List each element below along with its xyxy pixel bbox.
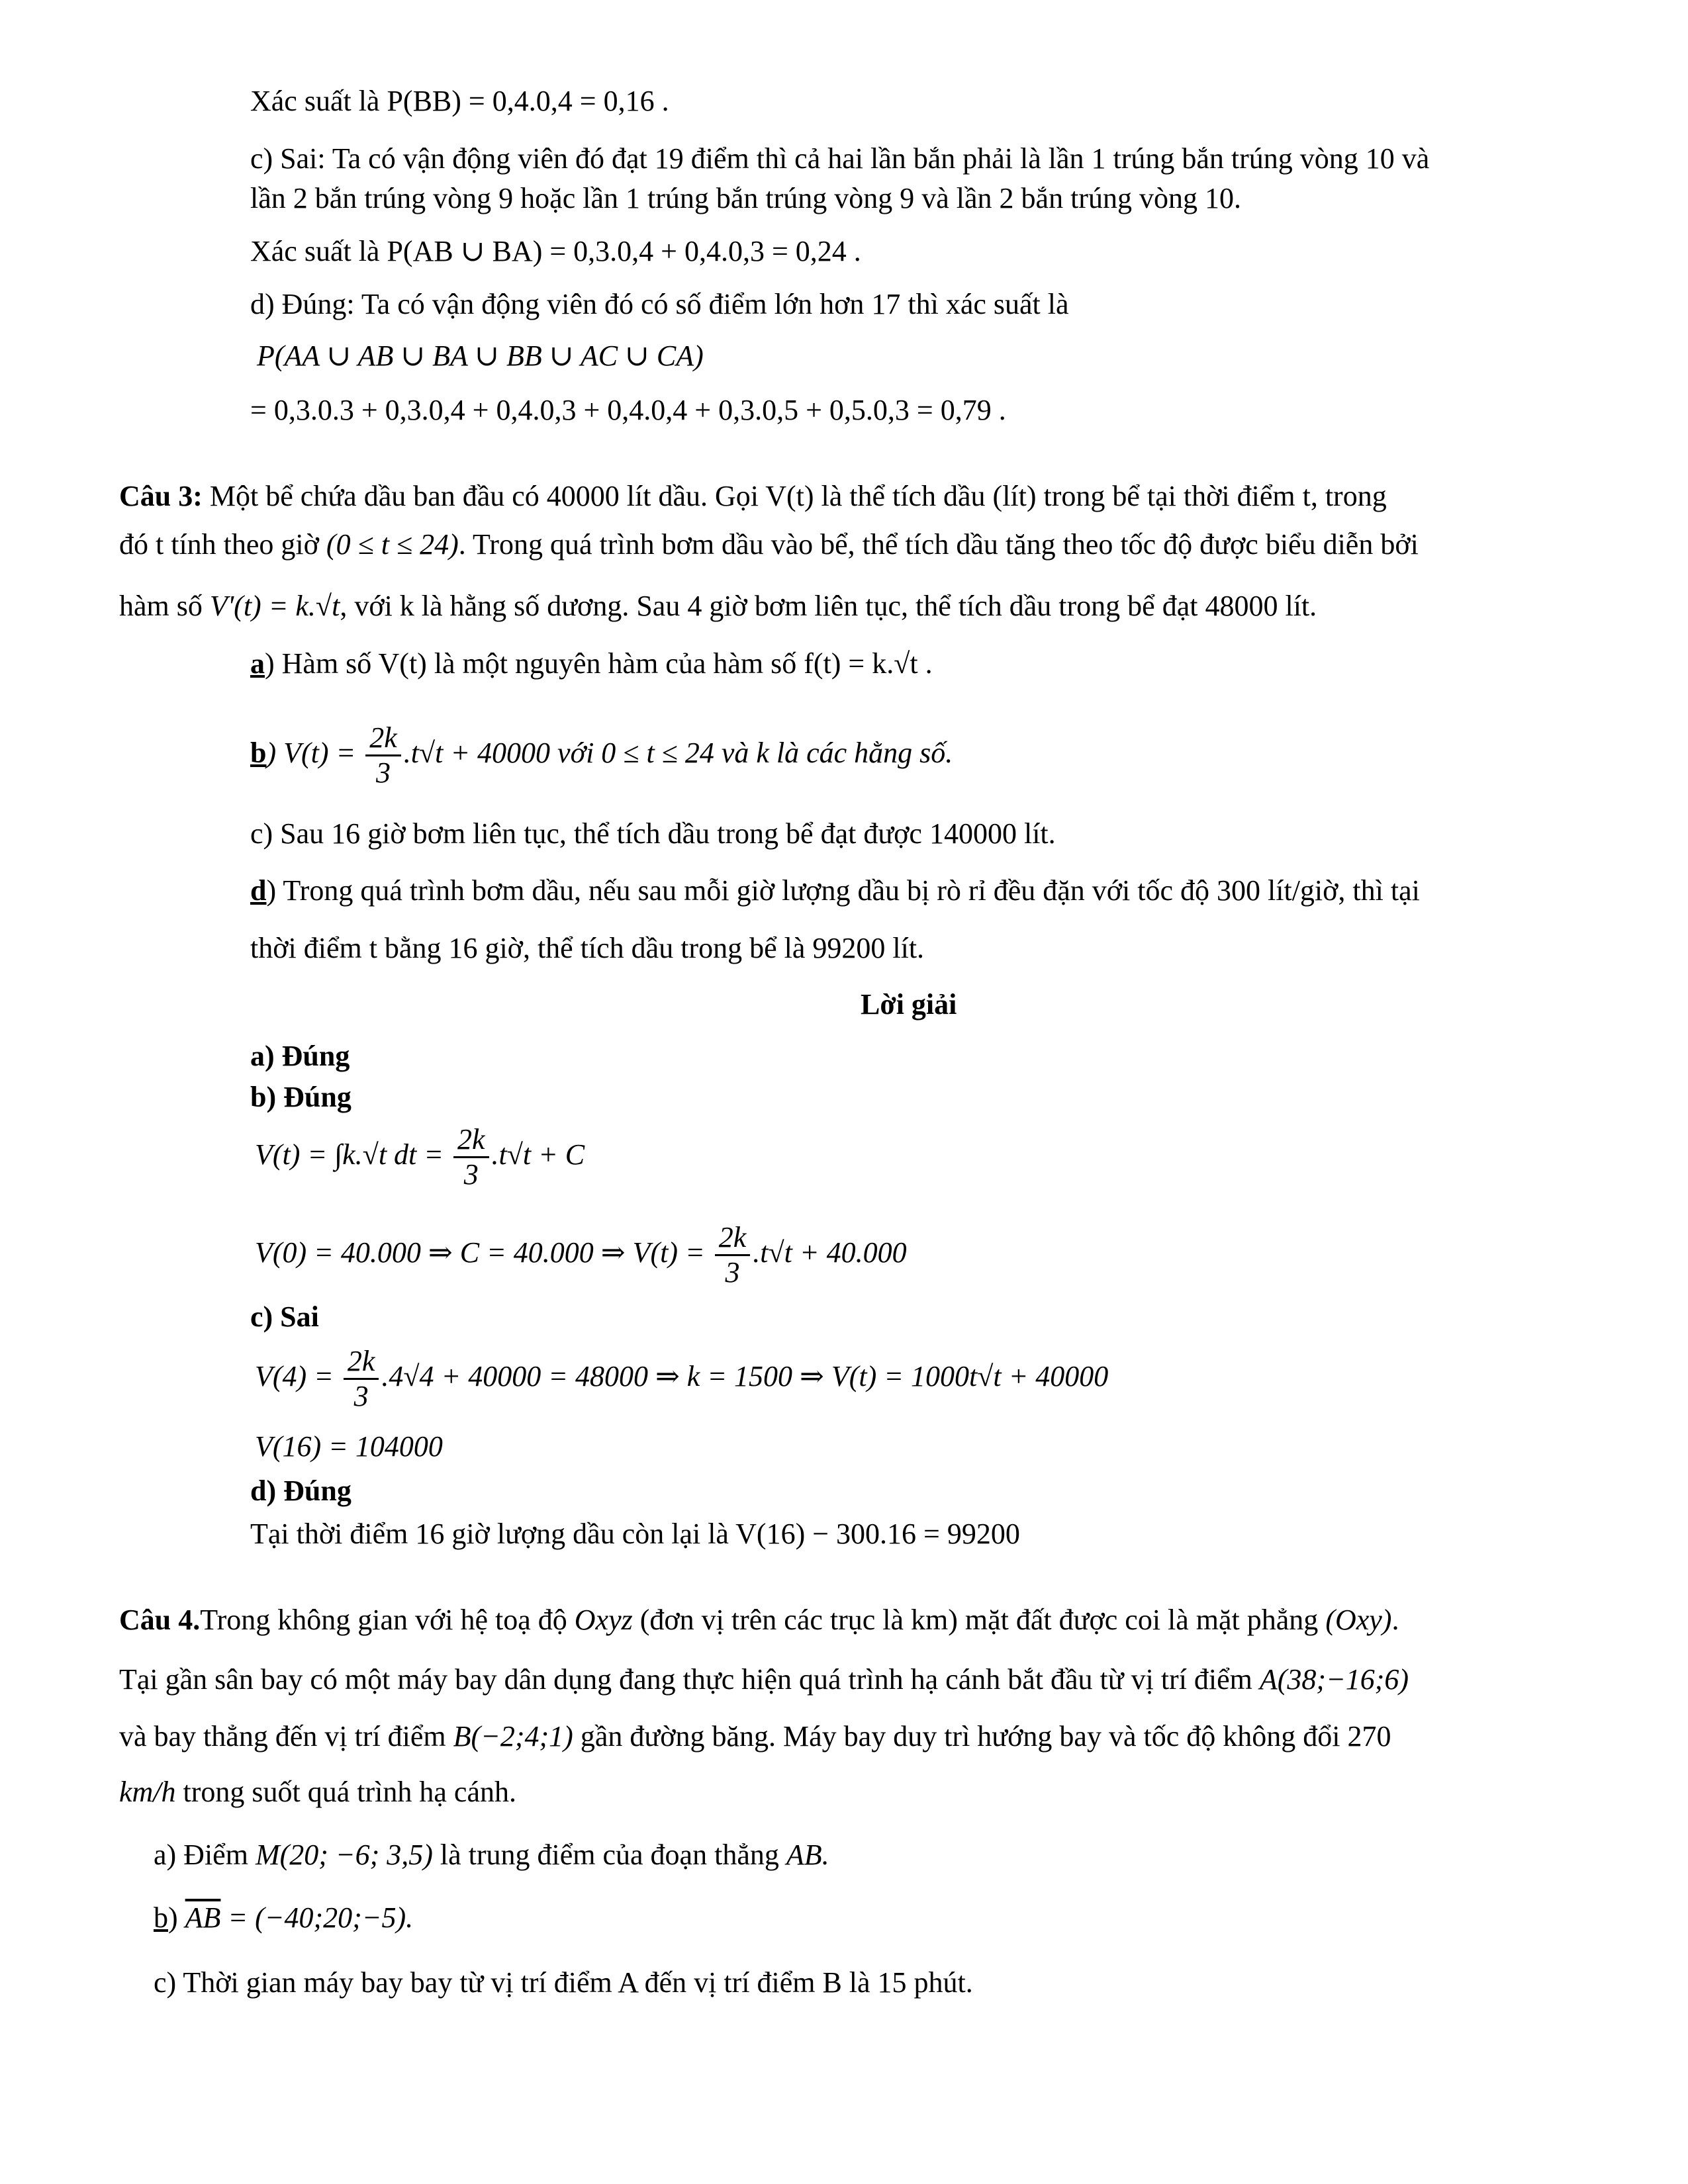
q3-statement-d2: thời điểm t bằng 16 giờ, thể tích dầu trong bể là 99200 lít. xyxy=(250,932,925,964)
q4-vector-ab: $\overline{AB}$ xyxy=(185,1901,221,1934)
q3-statement-c: c) Sau 16 giờ bơm liên tục, thể tích dầu trong bể đạt được 140000 lít. xyxy=(250,817,1056,850)
q3-sol-b: b) Đúng xyxy=(250,1081,352,1113)
q3-d-label: d xyxy=(250,874,267,907)
q4-point-m: M(20; −6; 3,5) xyxy=(255,1839,433,1871)
prev-c-line1: c) Sai: Ta có vận động viên đó đạt 19 điểm thì cả hai lần bắn phải là lần 1 trúng bắn trúng vòng 10 và xyxy=(250,142,1430,175)
q4-plane: (Oxy) xyxy=(1325,1604,1392,1636)
q3-intro3-a: hàm số xyxy=(119,590,203,622)
q3-b-label: b xyxy=(250,737,267,769)
q3-derivative: V'(t) = k.√t xyxy=(209,590,340,622)
q3-sol-c1-den: 3 xyxy=(353,1380,369,1413)
q4-point-b: B(−2;4;1) xyxy=(453,1720,573,1752)
q4-intro-line2 xyxy=(119,1661,1409,1698)
q3-d-text1: ) Trong quá trình bơm dầu, nếu sau mỗi giờ lượng dầu bị rò rỉ đều đặn với tốc độ 300 lít/giờ, thì tại xyxy=(266,874,1420,907)
prev-d-line1: d) Đúng: Ta có vận động viên đó có số điểm lớn hơn 17 thì xác suất là xyxy=(250,288,1069,320)
q4-a-text-c: là trung điểm của đoạn thẳng xyxy=(440,1839,779,1871)
q3-sol-b1-num: 2k xyxy=(453,1123,489,1158)
q4-a-text-a: a) Điểm xyxy=(154,1839,248,1871)
q3-sol-c1-pre: V(4) = xyxy=(255,1360,334,1392)
q3-statement-b xyxy=(250,720,953,790)
prev-c-line2: lần 2 bắn trúng vòng 9 hoặc lần 1 trúng bắn trúng vòng 9 và lần 2 bắn trúng vòng 10. xyxy=(250,182,1241,214)
q3-statement-d1 xyxy=(250,872,1420,909)
q3-sol-b2-pre: V(0) = 40.000 ⇒ C = 40.000 ⇒ V(t) = xyxy=(255,1236,705,1269)
q4-point-a: A(38;−16;6) xyxy=(1259,1663,1409,1696)
q4-label: Câu 4. xyxy=(119,1604,201,1636)
prev-d-line3: = 0,3.0.3 + 0,3.0,4 + 0,4.0,3 + 0,4.0,4 + 0,3.0,5 + 0,5.0,3 = 0,79 . xyxy=(250,394,1006,426)
q3-time-range: (0 ≤ t ≤ 24) xyxy=(326,528,459,561)
q3-b-num: 2k xyxy=(365,721,401,756)
prev-prob-bb: Xác suất là P(BB) = 0,4.0,4 = 0,16 . xyxy=(250,85,669,117)
q3-sol-c: c) Sai xyxy=(250,1300,319,1333)
q3-sol-b2-num: 2k xyxy=(715,1221,751,1256)
q4-segment-ab: AB. xyxy=(786,1839,829,1871)
q3-sol-b2-post: .t√t + 40.000 xyxy=(753,1236,907,1269)
q3-sol-b-line1 xyxy=(255,1122,585,1191)
prev-d-line2: P(AA ∪ AB ∪ BA ∪ BB ∪ AC ∪ CA) xyxy=(257,340,704,372)
q3-sol-b1-pre: V(t) = ∫k.√t dt = xyxy=(255,1138,444,1171)
q4-speed-unit: km/h xyxy=(119,1776,176,1808)
q3-sol-b-line2 xyxy=(255,1220,907,1289)
q3-a-text: ) Hàm số V(t) là một nguyên hàm của hàm số f(t) = k.√t . xyxy=(265,647,933,680)
q3-intro2-a: đó t tính theo giờ xyxy=(119,528,319,561)
q3-sol-d-line1: Tại thời điểm 16 giờ lượng dầu còn lại là V(16) − 300.16 = 99200 xyxy=(250,1518,1020,1550)
q3-sol-a: a) Đúng xyxy=(250,1040,350,1072)
q3-intro-line1 xyxy=(119,478,1387,515)
q4-b-text: = (−40;20;−5). xyxy=(228,1901,414,1934)
q3-solution-title: Lời giải xyxy=(861,988,957,1021)
q3-statement-a xyxy=(250,645,933,682)
q3-sol-c1-num: 2k xyxy=(344,1345,379,1380)
q3-sol-b2-den: 3 xyxy=(725,1256,740,1289)
q4-system: Oxyz xyxy=(574,1604,633,1636)
q3-intro-line3 xyxy=(119,588,1317,625)
q4-intro3-c: gần đường băng. Máy bay duy trì hướng bay và tốc độ không đổi 270 xyxy=(580,1720,1391,1752)
q3-b-post: .t√t + 40000 với 0 ≤ t ≤ 24 và k là các hằng số. xyxy=(403,737,953,769)
q3-b-den: 3 xyxy=(376,756,391,790)
q3-intro2-c: . Trong quá trình bơm dầu vào bể, thể tích dầu tăng theo tốc độ được biểu diễn bởi xyxy=(458,528,1419,561)
q3-b-pre: ) V(t) = xyxy=(266,737,356,769)
q3-sol-c-line2: V(16) = 104000 xyxy=(255,1430,443,1463)
prev-c-line3: Xác suất là P(AB ∪ BA) = 0,3.0,4 + 0,4.0,3 = 0,24 . xyxy=(250,235,861,267)
q4-intro1-c: (đơn vị trên các trục là km) mặt đất được coi là mặt phẳng xyxy=(639,1604,1319,1636)
q3-sol-c-line1 xyxy=(255,1343,1108,1413)
q4-intro-line1: Câu 4.Trong không gian với hệ toạ độ Oxyz (đơn vị trên các trục là km) mặt đất được coi là mặt phẳng (Oxy). xyxy=(119,1604,1399,1636)
q4-statement-a xyxy=(154,1837,829,1874)
q3-sol-d: d) Đúng xyxy=(250,1475,352,1507)
q3-sol-b1-post: .t√t + C xyxy=(491,1138,585,1171)
q4-b-label: b xyxy=(154,1901,168,1934)
q3-sol-b1-fraction xyxy=(453,1123,489,1191)
q3-b-fraction xyxy=(365,721,401,790)
q3-sol-c1-post: .4√4 + 40000 = 48000 ⇒ k = 1500 ⇒ V(t) = 1000t√t + 40000 xyxy=(381,1360,1109,1392)
q4-intro-line3 xyxy=(119,1718,1391,1755)
q3-sol-b1-den: 3 xyxy=(463,1158,479,1191)
q3-sol-c1-fraction xyxy=(344,1345,379,1413)
q4-intro1-a: Trong không gian với hệ toạ độ xyxy=(200,1604,567,1636)
q4-statement-c: c) Thời gian máy bay bay từ vị trí điểm A đến vị trí điểm B là 15 phút. xyxy=(154,1966,973,1999)
q4-intro4-b: trong suốt quá trình hạ cánh. xyxy=(175,1776,516,1808)
q4-intro3-a: và bay thẳng đến vị trí điểm xyxy=(119,1720,446,1752)
q3-intro1: Một bể chứa dầu ban đầu có 40000 lít dầu. Gọi V(t) là thể tích dầu (lít) trong bể tại thời điểm t, trong xyxy=(209,480,1387,512)
q3-a-label: a xyxy=(250,647,265,680)
q4-statement-b: b) $\overline{AB}$ = (−40;20;−5). xyxy=(154,1901,414,1934)
q3-sol-b2-fraction xyxy=(715,1221,751,1289)
q3-intro-line2 xyxy=(119,526,1419,563)
q4-intro2-a: Tại gần sân bay có một máy bay dân dụng đang thực hiện quá trình hạ cánh bắt đầu từ vị trí điểm xyxy=(119,1663,1252,1696)
q3-intro3-c: , với k là hằng số dương. Sau 4 giờ bơm liên tục, thể tích dầu trong bể đạt 48000 lít. xyxy=(340,590,1317,622)
q3-label: Câu 3: xyxy=(119,480,203,512)
q4-intro-line4 xyxy=(119,1774,516,1811)
